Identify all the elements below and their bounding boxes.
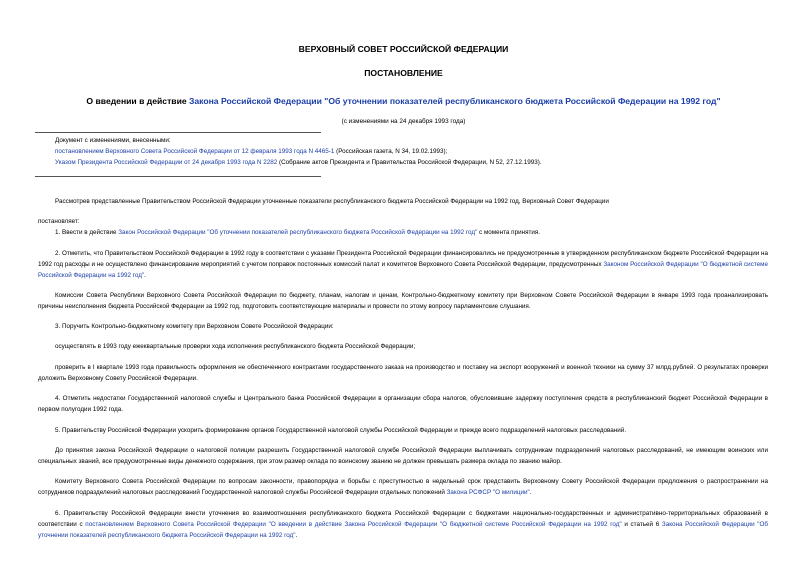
paragraph-1: [38, 228, 768, 239]
paragraph-8: 5. Правительству Российской Федерации ускорить формирование органов Государственной налоговой службы Российской Федерации и прежде всего подразделений налоговых расследований.: [55, 427, 627, 434]
paragraph-2: [38, 249, 768, 281]
paragraph-9: До принятия закона Российской Федерации о налоговой полиции разрешить Государственной налоговой службе Российской Федерации выплачивать сотрудникам подразделений налоговых расследований, не имеющим воинских или специальных званий, все предусмотренные виды денежного содержания, при этом размер оклада по воинскому званию не должен превышать размера оклада по званию майор.: [38, 447, 768, 465]
amendment-source-2: (Собрание актов Президента и Правительства Российской Федерации, N 52, 27.12.1993).: [277, 158, 542, 166]
resolution-link[interactable]: постановлением Верховного Совета Российской Федерации "О введении в действие Закона Российской Федерации "О бюджетной системе Российской Федерации на 1992 год": [85, 520, 622, 528]
p10-tail: .: [529, 488, 532, 496]
title-prefix: О введении в действие: [86, 96, 190, 106]
changes-intro: Документ с изменениями, внесенными:: [55, 137, 171, 144]
title-law-link[interactable]: Закона Российской Федерации "Об уточнении показателей республиканского бюджета Российской Федерации на 1992 год": [189, 96, 721, 106]
paragraph-11: [38, 509, 768, 541]
changes-item-1: [55, 147, 542, 158]
paragraph-3: Комиссии Совета Республики Верховного Совета Российской Федерации по бюджету, планам, налогам и ценам, Контрольно-бюджетному комитету при Верховном Совете Российской Федерации в январе 1993 года проанализировать причины неисполнения бюджета Российской Федерации за 1992 год, подготовить соответствующие материалы и провести по этому вопросу парламентские слушания.: [38, 292, 768, 310]
amendment-link-1[interactable]: постановлением Верховного Совета Российской Федерации от 12 февраля 1993 года N 4465-1: [55, 147, 335, 155]
paragraph-5: осуществлять в 1993 году ежеквартальные проверки хода исполнения республиканского бюджета Российской Федерации;: [55, 343, 416, 350]
budget-system-law-link[interactable]: Законом Российской Федерации "О бюджетной системе Российской Федерации на 1992 год": [38, 260, 768, 279]
p11-mid: и статьей 6: [621, 520, 662, 528]
law-link-1[interactable]: Закон Российской Федерации "Об уточнении показателей республиканского бюджета Российской Федерации на 1992 год": [118, 229, 478, 236]
p10-text: Комитету Верховного Совета Российской Федерации по вопросам законности, правопорядка и борьбы с преступностью в недельный срок представить Верховному Совету Российской Федерации предложения о распространении на сотрудников подразделений налоговых расследований Государственной налоговой службы Российской Федерации отдельных положений: [38, 478, 768, 496]
p1-text: 1. Ввести в действие: [55, 229, 119, 236]
changes-block: [55, 136, 542, 168]
top-divider: [35, 132, 321, 133]
p11-text: 6. Правительству Российской Федерации внести уточнения во взаимоотношения республиканского бюджета Российской Федерации с бюджетами национально-государственных и административно-территориальных образований в соответствии с: [38, 510, 768, 528]
militia-law-link[interactable]: Закона РСФСР "О милиции": [446, 488, 530, 496]
paragraph-6: проверить в I квартале 1993 года правильность оформления не обеспеченного контрактами государственного заказа на производство и поставку на экспорт вооружений и военной техники на сумму 37 млрд.рублей. О результатах проверки доложить Верховному Совету Российской Федерации.: [38, 364, 768, 382]
paragraph-resolves: постановляет:: [38, 218, 80, 225]
amendment-source-1: (Российская газета, N 34, 19.02.1993);: [334, 147, 448, 155]
p11-tail: .: [295, 531, 298, 539]
p2-text: 2. Отметить, что Правительством Российской Федерации в 1992 году в соответствии с указами Президента Российской Федерации финансировались не предусмотренные в утвержденном республиканском бюджете Российской Федерации на 1992 год расходы и не осуществлено финансирование мероприятий с учетом поправок постоянных комиссий палат и комитетов Верховного Совета Российской Федерации, предусмотренных: [38, 250, 768, 268]
paragraph-preamble: Рассмотрев представленные Правительством Российской Федерации уточненные показатели республиканского бюджета Российской Федерации на 1992 год, Верховный Совет Федерации: [55, 198, 609, 205]
paragraph-10: [38, 477, 768, 499]
p2-tail: .: [144, 271, 146, 279]
bottom-divider: [35, 176, 321, 177]
changes-item-2: [55, 158, 542, 169]
p1-tail: с момента принятия.: [477, 229, 541, 236]
paragraph-7: 4. Отметить недостатки Государственной налоговой службы и Центрального банка Российской Федерации в организации сбора налогов, обусловившие задержку поступления средств в республиканский бюджет Российской Федерации в первом полугодии 1992 года.: [38, 395, 768, 413]
doc-type-heading: ПОСТАНОВЛЕНИЕ: [364, 68, 443, 78]
law-link-2[interactable]: Закона Российской Федерации "Об уточнении показателей республиканского бюджета Российской Федерации на 1992 год": [38, 520, 769, 539]
amendment-link-2[interactable]: Указом Президента Российской Федерации от 24 декабря 1993 года N 2282: [55, 158, 278, 166]
amendments-note: (с изменениями на 24 декабря 1993 года): [341, 118, 466, 125]
council-heading: ВЕРХОВНЫЙ СОВЕТ РОССИЙСКОЙ ФЕДЕРАЦИИ: [298, 44, 509, 54]
document-title: [0, 96, 807, 106]
paragraph-4: 3. Поручить Контрольно-бюджетному комитету при Верховном Совете Российской Федерации:: [55, 323, 334, 330]
